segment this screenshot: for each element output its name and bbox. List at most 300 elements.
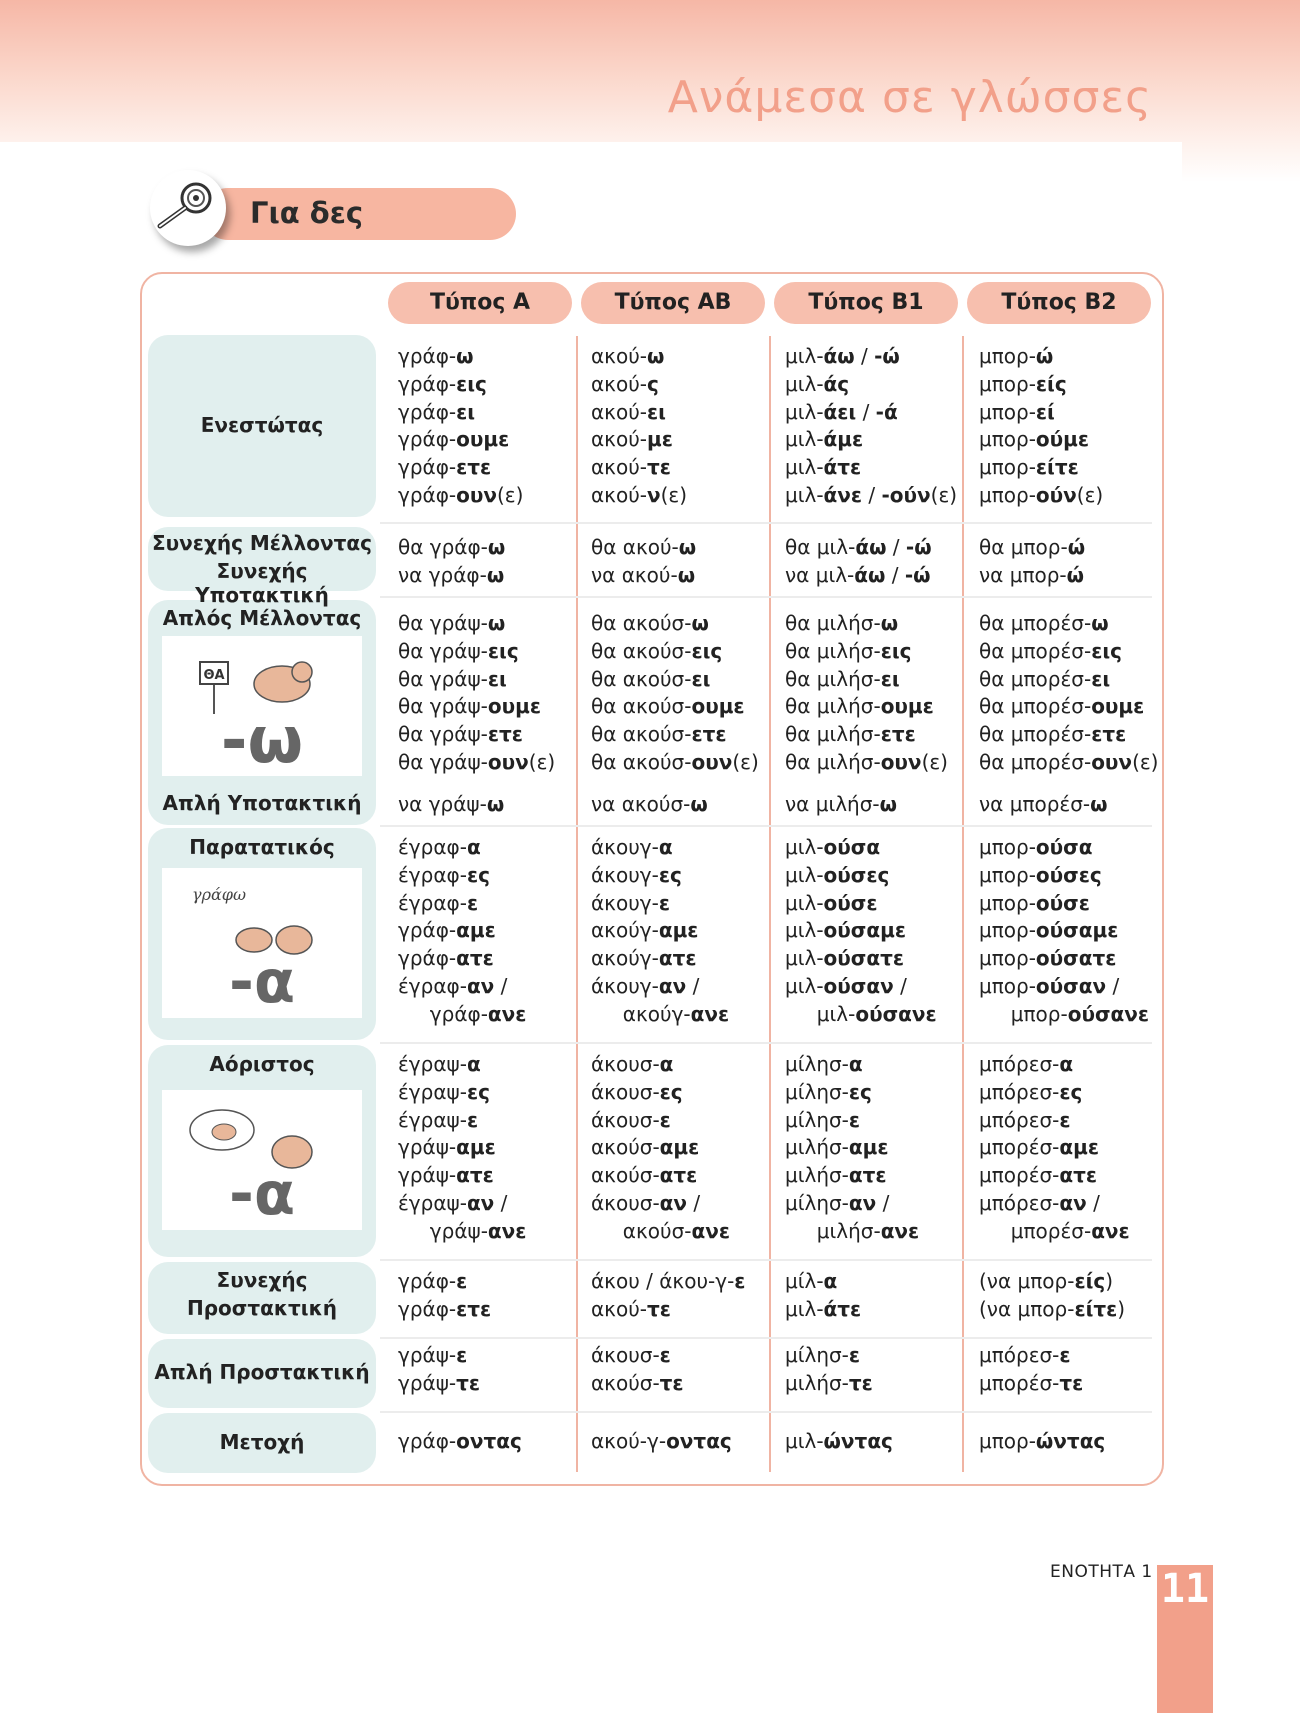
verb-stem: μπορ- bbox=[979, 482, 1036, 507]
conjugation-form bbox=[591, 1218, 730, 1246]
conjugation-cell bbox=[785, 834, 937, 1029]
conjugation-form bbox=[785, 1162, 919, 1190]
verb-stem: (ε) bbox=[660, 482, 688, 507]
conjugation-form bbox=[591, 454, 687, 482]
verb-ending: άω bbox=[823, 344, 855, 368]
conjugation-form bbox=[979, 1428, 1105, 1456]
conjugation-form bbox=[591, 1296, 745, 1324]
verb-ending: είτε bbox=[1035, 455, 1079, 480]
row-separator bbox=[380, 1411, 1152, 1413]
verb-ending: ούσανε bbox=[1067, 1001, 1150, 1026]
verb-stem: γράφ- bbox=[398, 1269, 457, 1293]
conjugation-cell bbox=[979, 534, 1085, 590]
verb-ending: αμε bbox=[456, 1135, 496, 1160]
verb-ending: άς bbox=[823, 371, 850, 396]
verb-stem: / bbox=[856, 399, 876, 424]
conjugation-cell bbox=[979, 791, 1108, 819]
illustration-glyph: -α bbox=[228, 947, 296, 1017]
verb-stem: γράψ- bbox=[398, 1370, 457, 1395]
verb-ending: οντας bbox=[456, 1429, 522, 1453]
verb-ending: ει bbox=[880, 666, 900, 691]
conjugation-form bbox=[591, 1190, 730, 1218]
conjugation-form bbox=[398, 693, 555, 721]
verb-stem: γράφ- bbox=[398, 344, 457, 368]
verb-ending: αν bbox=[1059, 1190, 1087, 1215]
verb-ending: ε bbox=[456, 1343, 468, 1367]
conjugation-cell bbox=[591, 1268, 745, 1324]
verb-ending: ουμε bbox=[1091, 694, 1145, 719]
verb-stem: θα γράφ- bbox=[398, 535, 488, 559]
verb-stem: μπορ- bbox=[979, 427, 1036, 452]
conjugation-form bbox=[979, 1296, 1125, 1324]
verb-ending: ες bbox=[1059, 1079, 1083, 1104]
verb-stem: μπορ- bbox=[979, 371, 1036, 396]
verb-ending: ατε bbox=[848, 1163, 887, 1188]
verb-ending: ε bbox=[734, 1269, 746, 1293]
verb-ending: τε bbox=[848, 1370, 873, 1395]
verb-ending: ούσα bbox=[823, 835, 881, 859]
verb-stem: / bbox=[862, 482, 882, 507]
conjugation-form bbox=[979, 454, 1103, 482]
verb-stem: έγραψ- bbox=[398, 1052, 467, 1076]
verb-ending: ετε bbox=[1091, 722, 1127, 747]
verb-ending: ε bbox=[1059, 1107, 1071, 1132]
verb-ending: ε bbox=[456, 1269, 468, 1293]
verb-ending: α bbox=[1059, 1052, 1074, 1076]
verb-stem: (να μπορ- bbox=[979, 1269, 1075, 1293]
conjugation-form bbox=[591, 1107, 730, 1135]
conjugation-form bbox=[591, 693, 759, 721]
row-separator bbox=[380, 1337, 1152, 1339]
verb-ending: ατε bbox=[1059, 1163, 1098, 1188]
conjugation-form bbox=[979, 610, 1158, 638]
conjugation-form bbox=[398, 534, 505, 562]
verb-stem: γράφ- bbox=[398, 455, 457, 480]
verb-stem: / bbox=[854, 344, 875, 368]
conjugation-form bbox=[979, 1162, 1130, 1190]
conjugation-form bbox=[785, 666, 948, 694]
verb-ending: α bbox=[848, 1052, 863, 1076]
verb-stem: έγραφ- bbox=[398, 890, 467, 915]
verb-stem: μίλησ- bbox=[785, 1190, 849, 1215]
verb-stem: μίλησ- bbox=[785, 1343, 849, 1367]
verb-stem: να μπορ- bbox=[979, 562, 1067, 587]
verb-stem: μιλ- bbox=[785, 835, 824, 859]
verb-ending: ουν bbox=[691, 749, 733, 774]
verb-ending: ω bbox=[880, 611, 899, 635]
verb-stem: γράφ- bbox=[398, 1001, 488, 1026]
verb-stem: ακούσ- bbox=[591, 1135, 660, 1160]
conjugation-form bbox=[785, 1370, 873, 1398]
conjugation-form bbox=[785, 1218, 919, 1246]
verb-ending: ούσα bbox=[1035, 835, 1093, 859]
conjugation-form bbox=[979, 1342, 1083, 1370]
verb-ending: ες bbox=[466, 862, 490, 887]
conjugation-form bbox=[591, 371, 687, 399]
verb-ending: τε bbox=[659, 1370, 684, 1395]
verb-stem: θα μπορέσ- bbox=[979, 638, 1092, 663]
conjugation-form bbox=[591, 610, 759, 638]
conjugation-form bbox=[398, 1001, 526, 1029]
verb-stem: / bbox=[494, 1190, 508, 1215]
verb-stem: μιλήσ- bbox=[785, 1218, 881, 1243]
verb-stem: μιλ- bbox=[785, 455, 824, 480]
verb-ending: εις bbox=[487, 638, 519, 663]
verb-ending: -ώ bbox=[874, 344, 900, 368]
conjugation-cell bbox=[398, 610, 555, 777]
conjugation-form bbox=[398, 399, 523, 427]
verb-ending: ούσε bbox=[1035, 890, 1090, 915]
verb-stem: έγραφ- bbox=[398, 973, 467, 998]
verb-ending: ω bbox=[690, 792, 708, 816]
verb-stem: ) bbox=[1117, 1296, 1126, 1321]
verb-ending: ω bbox=[487, 535, 506, 559]
magnifier-badge bbox=[150, 170, 226, 246]
conjugation-form bbox=[591, 834, 729, 862]
verb-ending: ούν bbox=[1035, 482, 1077, 507]
verb-stem: έγραψ- bbox=[398, 1079, 467, 1104]
conjugation-cell bbox=[591, 1051, 730, 1246]
conjugation-form bbox=[591, 973, 729, 1001]
verb-ending: ούσαν bbox=[1035, 973, 1107, 998]
column-header-type-ab: Τύπος ΑΒ bbox=[581, 282, 765, 324]
conjugation-cell bbox=[591, 534, 696, 590]
verb-stem: μιλ- bbox=[785, 890, 824, 915]
conjugation-form bbox=[785, 610, 948, 638]
verb-stem: γράφ- bbox=[398, 918, 457, 943]
bird-with-omega-illustration bbox=[162, 636, 362, 776]
conjugation-cell bbox=[979, 834, 1149, 1029]
verb-stem: μιλήσ- bbox=[785, 1370, 849, 1395]
conjugation-cell bbox=[785, 1051, 919, 1246]
verb-ending: ουμε bbox=[691, 694, 745, 719]
verb-ending: ω bbox=[691, 611, 709, 635]
verb-stem: γράψ- bbox=[398, 1135, 457, 1160]
conjugation-form bbox=[398, 1268, 491, 1296]
verb-stem: ) bbox=[1105, 1269, 1114, 1293]
verb-ending: ατε bbox=[659, 1163, 698, 1188]
conjugation-form bbox=[591, 399, 687, 427]
conjugation-cell bbox=[591, 834, 729, 1029]
conjugation-form bbox=[398, 638, 555, 666]
illustration-glyph: -α bbox=[228, 1159, 296, 1229]
conjugation-form bbox=[785, 1051, 919, 1079]
verb-stem: έγραψ- bbox=[398, 1107, 467, 1132]
row-label-present: Ενεστώτας bbox=[200, 413, 324, 437]
birds-with-alpha-illustration bbox=[162, 868, 362, 1018]
verb-stem: ακού- bbox=[591, 427, 647, 452]
verb-stem: έγραφ- bbox=[398, 835, 467, 859]
row-label-continuous-future: Συνεχής Μέλλοντας bbox=[152, 531, 372, 555]
verb-ending: ατε bbox=[456, 946, 494, 971]
verb-ending: άω bbox=[855, 535, 887, 559]
conjugation-form bbox=[398, 1370, 480, 1398]
verb-stem: γράφ- bbox=[398, 1429, 457, 1453]
verb-stem: (ε) bbox=[497, 482, 524, 507]
conjugation-form bbox=[785, 1001, 937, 1029]
conjugation-form bbox=[591, 917, 729, 945]
verb-ending: ω bbox=[487, 611, 506, 635]
conjugation-form bbox=[979, 834, 1149, 862]
verb-ending: τε bbox=[456, 1370, 481, 1395]
conjugation-cell bbox=[785, 343, 957, 510]
verb-ending: αν bbox=[466, 973, 495, 998]
verb-ending: ει bbox=[691, 666, 711, 691]
verb-ending: α bbox=[658, 835, 673, 859]
verb-ending: ούσανε bbox=[855, 1001, 937, 1026]
conjugation-form bbox=[785, 1079, 919, 1107]
conjugation-cell bbox=[591, 610, 759, 777]
verb-ending: ε bbox=[848, 1343, 861, 1367]
conjugation-form bbox=[591, 562, 696, 590]
conjugation-cell bbox=[785, 1268, 861, 1324]
row-label-continuous-imperative-2: Προστακτική bbox=[186, 1296, 338, 1320]
verb-stem: ακούγ- bbox=[591, 1001, 691, 1026]
verb-stem: μπορ- bbox=[979, 973, 1036, 998]
verb-ending: ώντας bbox=[1035, 1429, 1106, 1453]
verb-stem: θα μιλ- bbox=[785, 535, 856, 559]
verb-stem: θα γράψ- bbox=[398, 666, 488, 691]
verb-stem: άκουγ- bbox=[591, 890, 659, 915]
conjugation-form bbox=[398, 917, 526, 945]
verb-ending: ουμε bbox=[456, 427, 510, 452]
conjugation-form bbox=[398, 1162, 526, 1190]
conjugation-form bbox=[979, 638, 1158, 666]
column-divider bbox=[769, 336, 771, 1472]
conjugation-form bbox=[591, 343, 687, 371]
verb-stem: να γράφ- bbox=[398, 562, 487, 587]
verb-stem: μπορ- bbox=[979, 455, 1036, 480]
verb-ending: αμε bbox=[659, 1135, 700, 1160]
verb-stem: θα ακού- bbox=[591, 535, 679, 559]
sign-text: ΘΑ bbox=[203, 668, 225, 683]
verb-ending: α bbox=[466, 835, 481, 859]
verb-ending: ώ bbox=[1067, 535, 1086, 559]
conjugation-cell bbox=[591, 1342, 684, 1398]
verb-ending: ς bbox=[647, 371, 659, 396]
conjugation-cell bbox=[979, 1342, 1083, 1398]
verb-stem: μπορ- bbox=[979, 1429, 1036, 1453]
verb-stem: μπορέσ- bbox=[979, 1163, 1060, 1188]
conjugation-form bbox=[591, 862, 729, 890]
verb-ending: ες bbox=[466, 1079, 490, 1104]
verb-stem: μπορ- bbox=[979, 890, 1036, 915]
verb-ending: ατε bbox=[456, 1163, 494, 1188]
verb-ending: αμε bbox=[1059, 1135, 1099, 1160]
verb-stem: (ε) bbox=[930, 482, 958, 507]
verb-stem: / bbox=[1106, 973, 1120, 998]
verb-stem: ακούσ- bbox=[591, 1370, 660, 1395]
conjugation-form bbox=[591, 1370, 684, 1398]
conjugation-form bbox=[398, 1428, 522, 1456]
verb-ending: τε bbox=[647, 1296, 671, 1321]
verb-ending: ετε bbox=[691, 722, 727, 747]
conjugation-cell bbox=[398, 343, 523, 510]
verb-ending: αμε bbox=[848, 1135, 889, 1160]
row-separator bbox=[380, 1259, 1152, 1261]
row-label-simple-future: Απλός Μέλλοντας bbox=[162, 606, 362, 630]
verb-stem: να γράψ- bbox=[398, 792, 487, 816]
verb-ending: τε bbox=[1059, 1370, 1084, 1395]
conjugation-form bbox=[979, 534, 1085, 562]
conjugation-form bbox=[785, 454, 957, 482]
conjugation-form bbox=[785, 482, 957, 510]
conjugation-form bbox=[398, 562, 505, 590]
verb-ending: ούσες bbox=[823, 862, 890, 887]
verb-stem: (ε) bbox=[921, 749, 948, 774]
verb-ending: ει bbox=[487, 666, 507, 691]
conjugation-form bbox=[979, 399, 1103, 427]
conjugation-form bbox=[979, 1051, 1130, 1079]
verb-stem: θα μπορέσ- bbox=[979, 611, 1092, 635]
verb-stem: θα μιλήσ- bbox=[785, 749, 881, 774]
verb-ending: ούσατε bbox=[823, 946, 905, 971]
verb-ending: ούσαν bbox=[823, 973, 894, 998]
verb-ending: -ά bbox=[875, 399, 898, 424]
verb-ending: αν bbox=[848, 1190, 877, 1215]
verb-ending: αμε bbox=[456, 918, 496, 943]
conjugation-form bbox=[785, 973, 937, 1001]
conjugation-form bbox=[979, 1268, 1125, 1296]
verb-stem: μπόρεσ- bbox=[979, 1107, 1060, 1132]
verb-stem: γράψ- bbox=[398, 1343, 457, 1367]
conjugation-form bbox=[785, 534, 932, 562]
verb-ending: -ώ bbox=[905, 535, 932, 559]
verb-stem: γράφ- bbox=[398, 371, 457, 396]
verb-ending: ουν bbox=[1091, 749, 1133, 774]
conjugation-form bbox=[591, 791, 708, 819]
conjugation-form bbox=[398, 749, 555, 777]
verb-stem: θα μπορέσ- bbox=[979, 749, 1092, 774]
verb-ending: αμε bbox=[658, 918, 699, 943]
column-header-type-b1: Τύπος Β1 bbox=[774, 282, 958, 324]
verb-ending: α bbox=[823, 1269, 838, 1293]
conjugation-form bbox=[398, 721, 555, 749]
verb-stem: θα γράψ- bbox=[398, 722, 488, 747]
conjugation-cell bbox=[979, 343, 1103, 510]
verb-ending: ουν bbox=[880, 749, 922, 774]
verb-stem: / bbox=[686, 973, 700, 998]
conjugation-form bbox=[398, 1342, 480, 1370]
verb-ending: ν bbox=[647, 482, 661, 507]
conjugation-form bbox=[979, 917, 1149, 945]
verb-ending: ανε bbox=[487, 1001, 527, 1026]
verb-stem: να ακού- bbox=[591, 562, 678, 587]
birds-thinking-alpha-illustration bbox=[162, 1090, 362, 1230]
conjugation-cell bbox=[785, 1342, 873, 1398]
conjugation-form bbox=[591, 890, 729, 918]
verb-stem: μίλ- bbox=[785, 1269, 824, 1293]
verb-ending: ε bbox=[848, 1107, 861, 1132]
verb-ending: εί bbox=[1035, 399, 1055, 424]
verb-stem: ακούγ- bbox=[591, 918, 659, 943]
conjugation-form bbox=[591, 482, 687, 510]
verb-ending: ανε bbox=[690, 1001, 730, 1026]
conjugation-form bbox=[398, 791, 504, 819]
verb-stem: μιλήσ- bbox=[785, 1135, 849, 1160]
conjugation-form bbox=[979, 562, 1085, 590]
conjugation-form bbox=[591, 945, 729, 973]
conjugation-form bbox=[591, 1428, 732, 1456]
conjugation-cell bbox=[785, 1428, 893, 1456]
verb-stem: θα μιλήσ- bbox=[785, 638, 881, 663]
verb-ending: είς bbox=[1035, 371, 1067, 396]
verb-stem: μιλ- bbox=[785, 862, 824, 887]
conjugation-form bbox=[398, 454, 523, 482]
verb-stem: μιλ- bbox=[785, 1429, 824, 1453]
verb-stem: (ε) bbox=[528, 749, 556, 774]
row-separator bbox=[380, 1042, 1152, 1044]
row-separator bbox=[380, 522, 1152, 524]
conjugation-cell bbox=[979, 1428, 1105, 1456]
verb-stem: (ε) bbox=[1076, 482, 1104, 507]
verb-stem: ακούσ- bbox=[591, 1218, 692, 1243]
verb-ending: άτε bbox=[823, 455, 862, 480]
verb-ending: ω bbox=[647, 344, 665, 368]
verb-ending: ούμε bbox=[1035, 427, 1090, 452]
verb-ending: ατε bbox=[658, 946, 697, 971]
conjugation-form bbox=[785, 862, 937, 890]
verb-stem: (να μπορ- bbox=[979, 1296, 1075, 1321]
verb-stem: μπορέσ- bbox=[979, 1218, 1092, 1243]
verb-stem: θα μπορέσ- bbox=[979, 694, 1092, 719]
conjugation-form bbox=[979, 666, 1158, 694]
verb-ending: ω bbox=[486, 792, 505, 816]
verb-ending: αν bbox=[659, 1190, 688, 1215]
conjugation-form bbox=[979, 1001, 1149, 1029]
verb-stem: θα μιλήσ- bbox=[785, 722, 881, 747]
conjugation-form bbox=[398, 945, 526, 973]
conjugation-form bbox=[979, 749, 1158, 777]
verb-stem: να μιλήσ- bbox=[785, 792, 880, 816]
conjugation-form bbox=[785, 562, 932, 590]
verb-ending: ει bbox=[456, 399, 476, 424]
verb-stem: θα γράψ- bbox=[398, 611, 488, 635]
verb-ending: ετε bbox=[880, 722, 916, 747]
verb-stem: μιλ- bbox=[785, 918, 824, 943]
verb-stem: (ε) bbox=[1132, 749, 1159, 774]
verb-ending: ετε bbox=[487, 722, 523, 747]
verb-stem: θα γράψ- bbox=[398, 749, 488, 774]
conjugation-form bbox=[785, 1107, 919, 1135]
verb-stem: μιλ- bbox=[785, 1001, 856, 1026]
conjugation-form bbox=[785, 749, 948, 777]
conjugation-form bbox=[979, 721, 1158, 749]
verb-ending: άω bbox=[854, 562, 886, 587]
verb-stem: μπορ- bbox=[979, 918, 1036, 943]
verb-stem: μπορέσ- bbox=[979, 1370, 1060, 1395]
verb-stem: μπορ- bbox=[979, 862, 1036, 887]
verb-ending: αν bbox=[658, 973, 687, 998]
verb-stem: μιλ- bbox=[785, 344, 824, 368]
verb-stem: μιλ- bbox=[785, 1296, 824, 1321]
verb-stem: ακού- bbox=[591, 1296, 647, 1321]
verb-stem: μιλ- bbox=[785, 973, 824, 998]
verb-stem: μπορ- bbox=[979, 1001, 1068, 1026]
conjugation-cell bbox=[979, 610, 1158, 777]
verb-stem: ακού- bbox=[591, 399, 647, 424]
conjugation-cell bbox=[591, 791, 708, 819]
verb-stem: άκουγ- bbox=[591, 973, 659, 998]
conjugation-form bbox=[785, 399, 957, 427]
verb-stem: θα ακούσ- bbox=[591, 638, 692, 663]
row-separator bbox=[380, 825, 1152, 827]
conjugation-cell bbox=[398, 1342, 480, 1398]
verb-ending: ε bbox=[1059, 1343, 1071, 1367]
verb-stem: ακούσ- bbox=[591, 1163, 660, 1188]
verb-stem: / bbox=[885, 562, 905, 587]
verb-stem: γράφ- bbox=[398, 427, 457, 452]
